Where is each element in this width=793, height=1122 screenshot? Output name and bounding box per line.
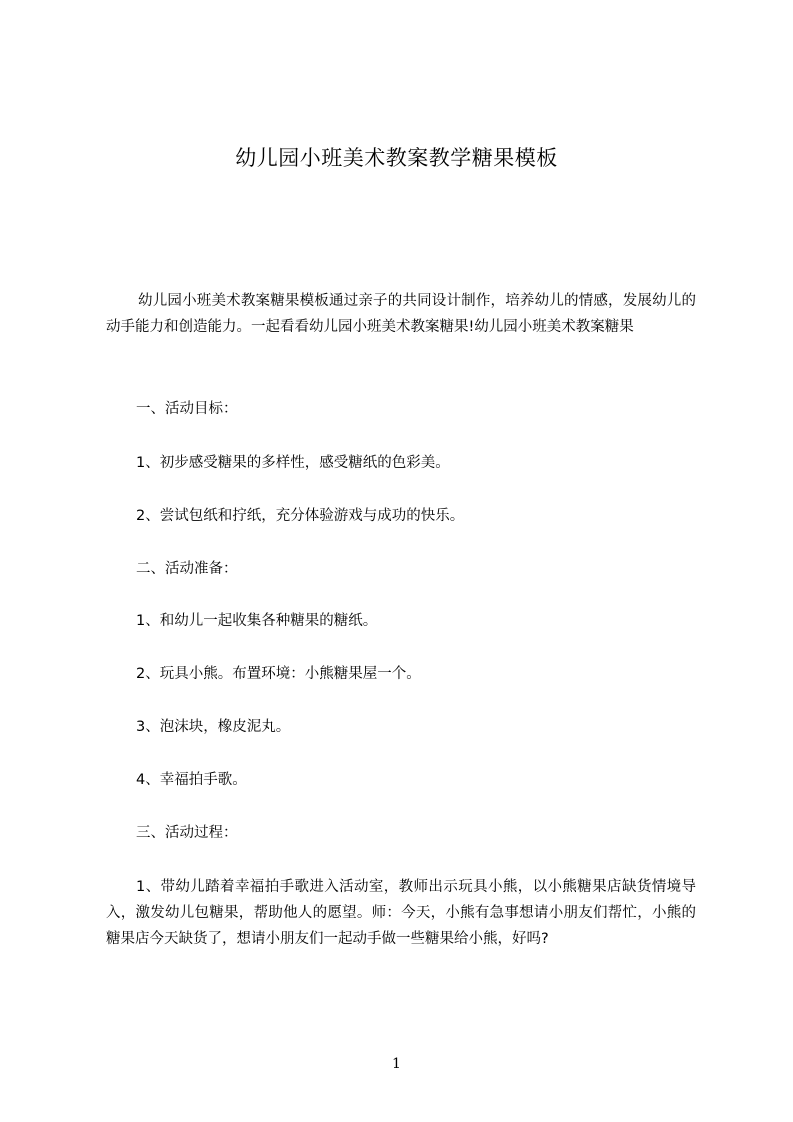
prep-item-3: 3、泡沫块，橡皮泥丸。 xyxy=(136,719,291,735)
page-number: 1 xyxy=(392,1056,401,1072)
prep-item-4: 4、幸福拍手歌。 xyxy=(136,772,247,788)
document-title: 幼儿园小班美术教案教学糖果模板 xyxy=(235,146,558,170)
intro-paragraph: 幼儿园小班美术教案糖果模板通过亲子的共同设计制作，培养幼儿的情感，发展幼儿的动手能力和创造能力。一起看看幼儿园小班美术教案糖果!幼儿园小班美术教案糖果 xyxy=(106,293,696,335)
goal-item-1: 1、初步感受糖果的多样性，感受糖纸的色彩美。 xyxy=(136,455,450,471)
section-heading-goals: 一、活动目标： xyxy=(136,401,238,417)
prep-item-2: 2、玩具小熊。布置环境：小熊糖果屋一个。 xyxy=(136,666,421,682)
prep-item-1: 1、和幼儿一起收集各种糖果的糖纸。 xyxy=(136,613,378,629)
goal-item-2: 2、尝试包纸和拧纸，充分体验游戏与成功的快乐。 xyxy=(136,508,465,524)
section-heading-preparation: 二、活动准备： xyxy=(136,561,238,577)
section-heading-process: 三、活动过程： xyxy=(136,825,238,841)
process-item-1: 1、带幼儿踏着幸福拍手歌进入活动室，教师出示玩具小熊，以小熊糖果店缺货情境导入，激发幼儿包糖果，帮助他人的愿望。师：今天，小熊有急事想请小朋友们帮忙，小熊的糖果店今天缺货了，想请小朋友们一起动手做一些糖果给小熊，好吗? xyxy=(106,879,696,947)
